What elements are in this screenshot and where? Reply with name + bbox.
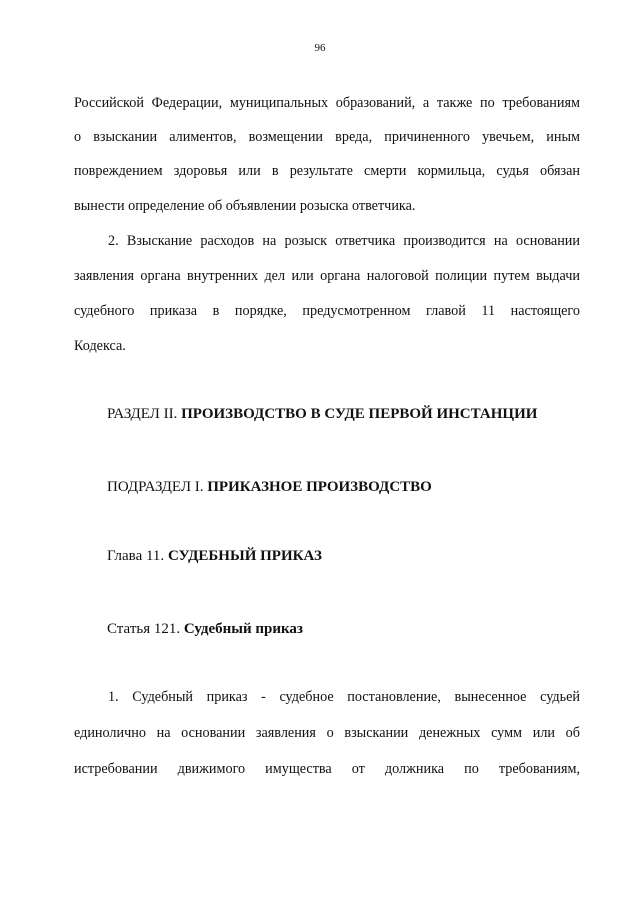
article-prefix: Статья 121. bbox=[107, 621, 184, 637]
paragraph-line: заявления органа внутренних дел или органа налоговой полиции путем выдачи bbox=[74, 268, 580, 284]
paragraph-line: судебного приказа в порядке, предусмотренном главой 11 настоящего bbox=[74, 303, 580, 319]
page-number: 96 bbox=[314, 42, 326, 54]
paragraph-line: о взыскании алиментов, возмещении вреда, причиненного увечьем, иным bbox=[74, 129, 580, 145]
paragraph-line: повреждением здоровья или в результате смерти кормильца, судья обязан bbox=[74, 163, 580, 179]
section-heading bbox=[107, 404, 537, 424]
chapter-title: СУДЕБНЫЙ ПРИКАЗ bbox=[167, 548, 322, 564]
paragraph-line: единолично на основании заявления о взыскании денежных сумм или об bbox=[74, 725, 580, 741]
subsection-prefix: ПОДРАЗДЕЛ I. bbox=[107, 479, 208, 495]
section-prefix: РАЗДЕЛ II. bbox=[107, 406, 182, 422]
paragraph-line: истребовании движимого имущества от должника по требованиям, bbox=[74, 761, 580, 777]
chapter-prefix: Глава 11. bbox=[107, 548, 168, 564]
subsection-title: ПРИКАЗНОЕ ПРОИЗВОДСТВО bbox=[207, 479, 432, 495]
paragraph-line: 2. Взыскание расходов на розыск ответчика производится на основании bbox=[108, 233, 580, 249]
paragraph-line: Кодекса. bbox=[74, 338, 126, 354]
paragraph-line: Российской Федерации, муниципальных образований, а также по требованиям bbox=[74, 95, 580, 111]
article-heading bbox=[107, 619, 303, 639]
subsection-heading bbox=[107, 477, 432, 497]
paragraph-line: 1. Судебный приказ - судебное постановление, вынесенное судьей bbox=[108, 689, 580, 705]
section-title: ПРОИЗВОДСТВО В СУДЕ ПЕРВОЙ ИНСТАНЦИИ bbox=[181, 406, 538, 422]
paragraph-line: вынести определение об объявлении розыска ответчика. bbox=[74, 198, 416, 214]
article-title: Судебный приказ bbox=[183, 621, 303, 637]
chapter-heading bbox=[107, 546, 322, 566]
